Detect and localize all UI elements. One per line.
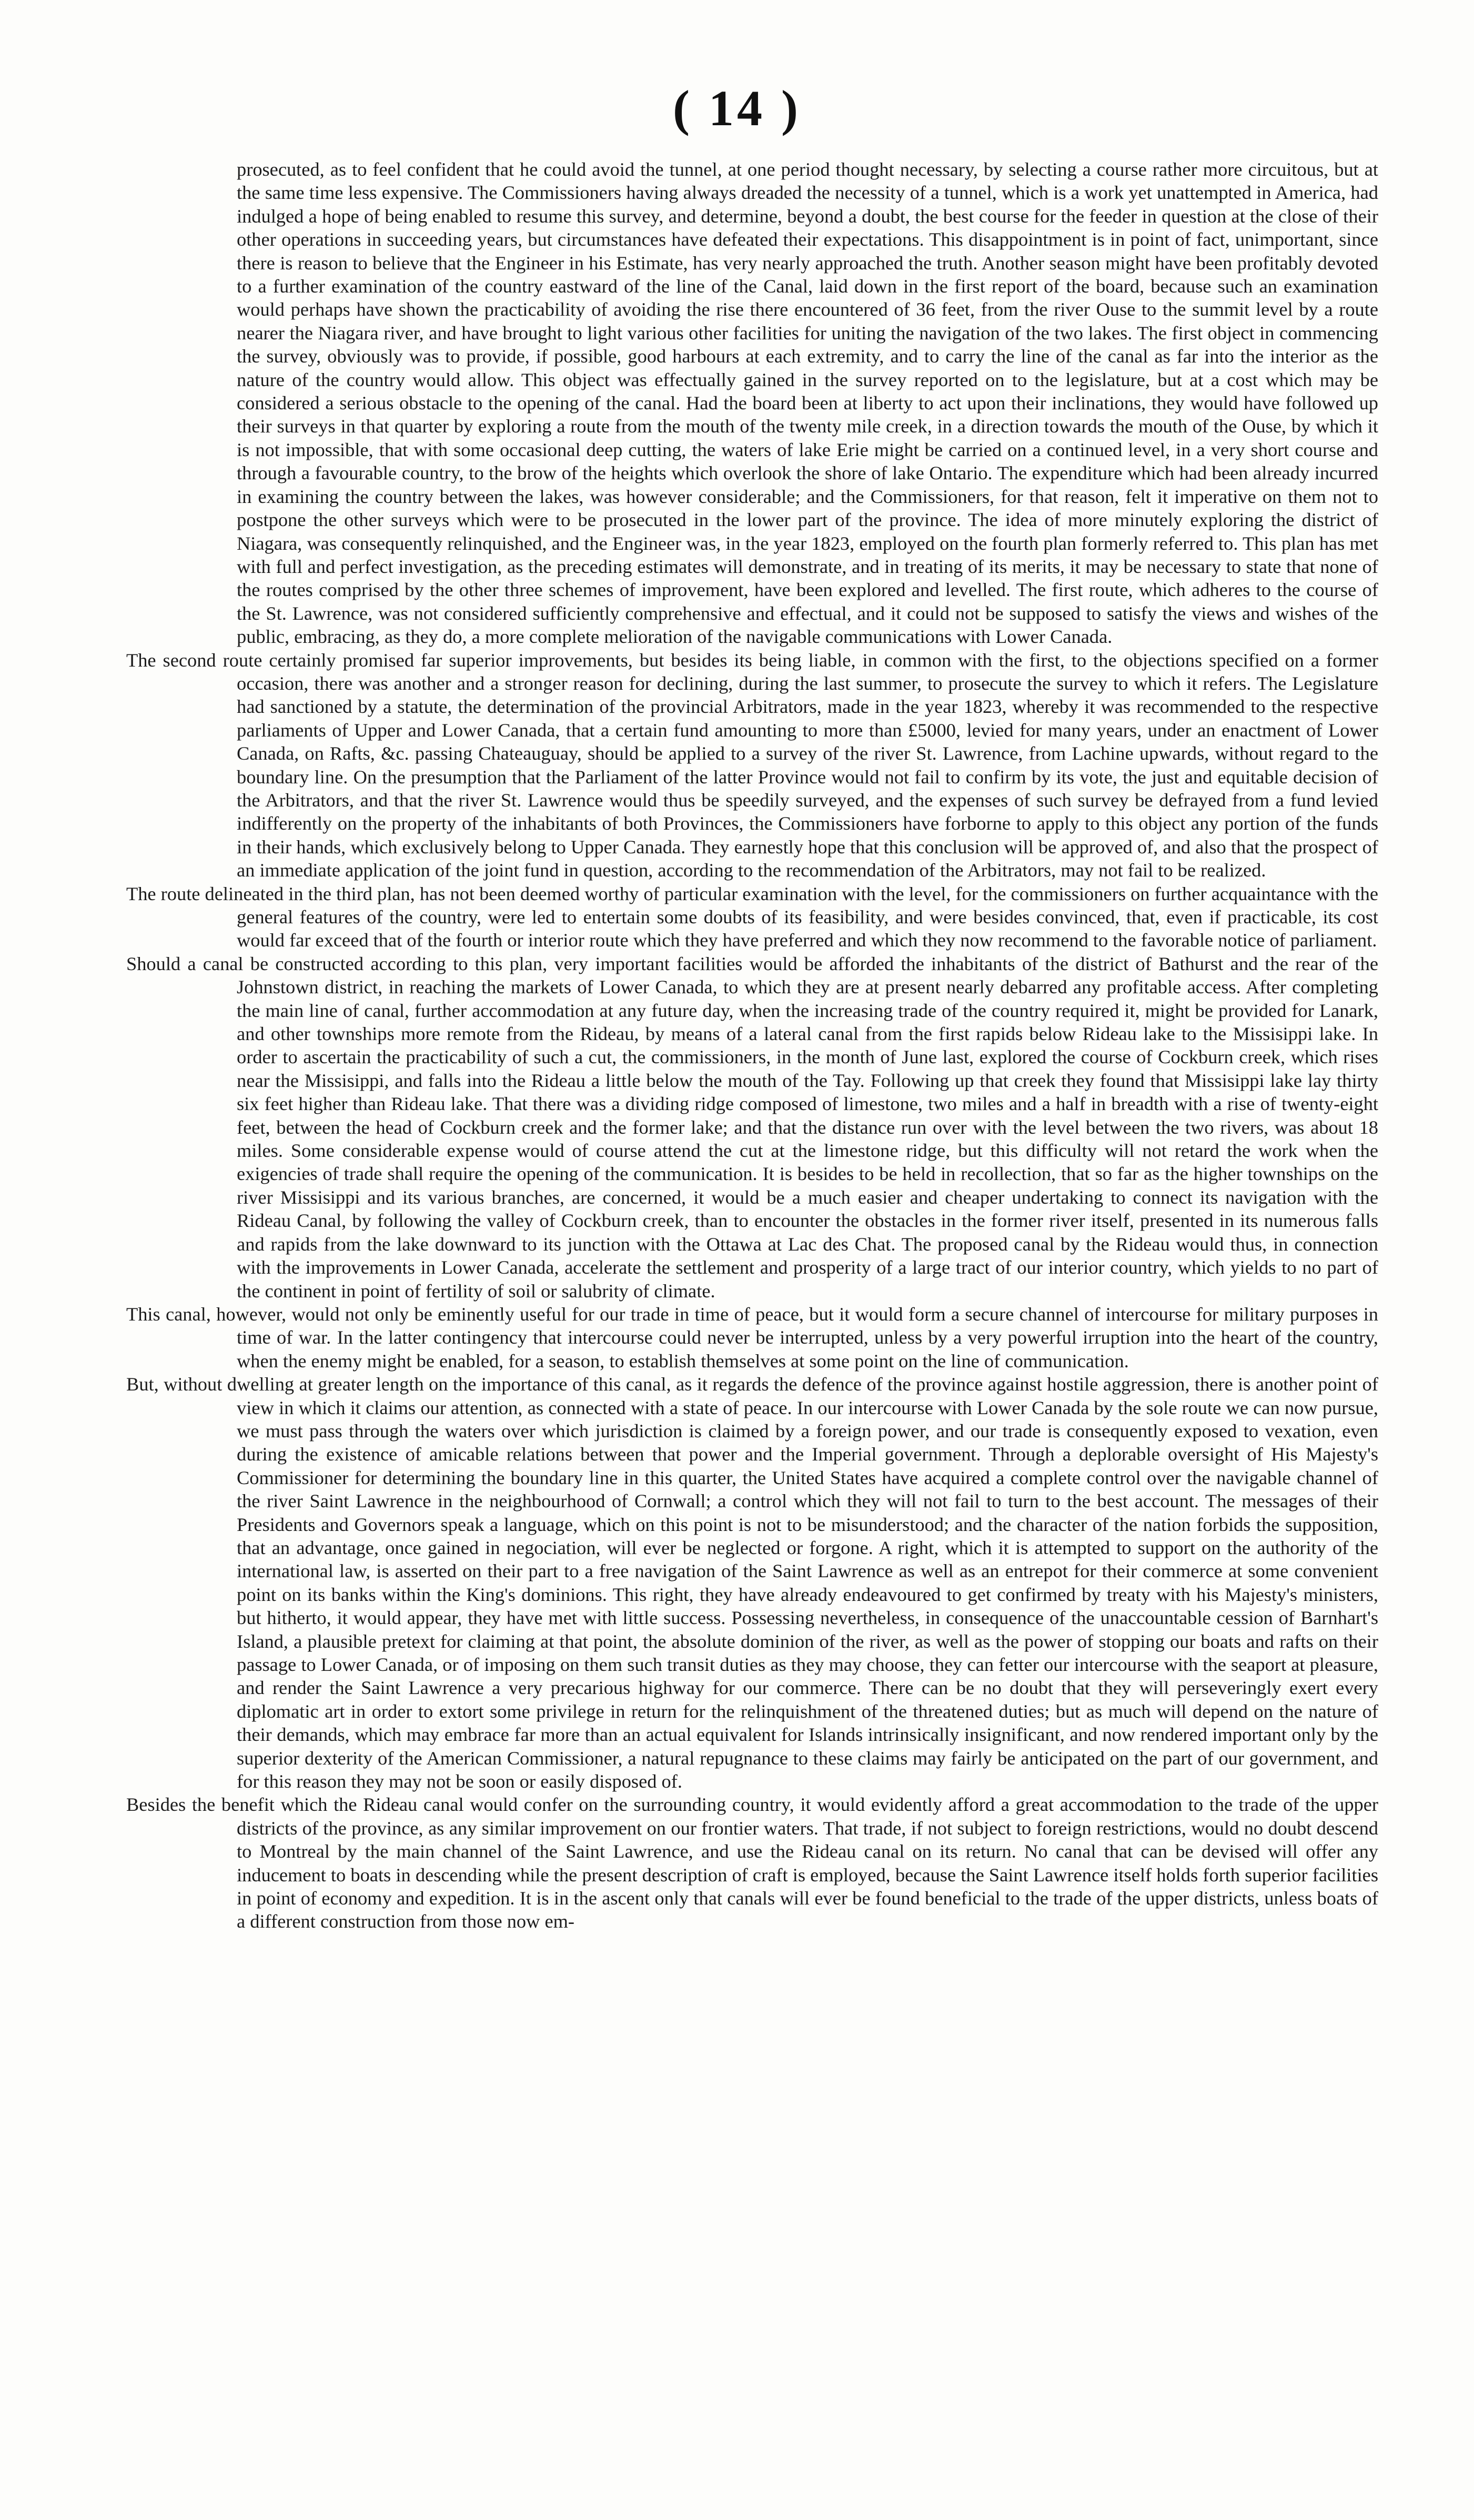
body-text	[126, 158, 1378, 1933]
paragraph-tunnel-survey: prosecuted, as to feel confident that he could avoid the tunnel, at one period thought necessary, by selecting a course rather more circuitous, but at the same time less expensive. The Commissioners having always dreaded the necessity of a tunnel, which is a work yet unattempted in America, had indulged a hope of being enabled to resume this survey, and determine, beyond a doubt, the best course for the feeder in question at the close of their other operations in succeeding years, but circumstances have defeated their expectations. This disappointment is in point of fact, unimportant, since there is reason to believe that the Engineer in his Estimate, has very nearly approached the truth. Another season might have been profitably devoted to a further examination of the country eastward of the line of the Canal, laid down in the first report of the board, because such an examination would perhaps have shown the practicability of avoiding the rise there encountered of 36 feet, from the river Ouse to the summit level by a route nearer the Niagara river, and have brought to light various other facilities for uniting the navigation of the two lakes. The first object in commencing the survey, obviously was to provide, if possible, good harbours at each extremity, and to carry the line of the canal as far into the interior as the nature of the country would allow. This object was effectually gained in the survey reported on to the legislature, but at a cost which may be considered a serious obstacle to the opening of the canal. Had the board been at liberty to act upon their inclinations, they would have followed up their surveys in that quarter by exploring a route from the mouth of the twenty mile creek, in a direction towards the mouth of the Ouse, by which it is not impossible, that with some occasional deep cutting, the waters of lake Erie might be carried on a continued level, in a very short course and through a favourable country, to the brow of the heights which overlook the shore of lake Ontario. The expenditure which had been already incurred in examining the country between the lakes, was however considerable; and the Commissioners, for that reason, felt it imperative on them not to postpone the other surveys which were to be prosecuted in the lower part of the province. The idea of more minutely exploring the district of Niagara, was consequently relinquished, and the Engineer was, in the year 1823, employed on the fourth plan formerly referred to. This plan has met with full and perfect investigation, as the preceding estimates will demonstrate, and in treating of its merits, it may be necessary to state that none of the routes comprised by the other three schemes of improvement, have been explored and levelled. The first route, which adheres to the course of the St. Lawrence, was not considered sufficiently comprehensive and effectual, and it could not be supposed to satisfy the views and wishes of the public, embracing, as they do, a more complete melioration of the navigable communications with Lower Canada.	[237, 159, 1378, 648]
page-number: ( 14 )	[673, 80, 801, 136]
paragraph-peace-intercourse: But, without dwelling at greater length on the importance of this canal, as it regards the defence of the province against hostile aggression, there is another point of view in which it claims our attention, as connected with a state of peace. In our intercourse with Lower Canada by the sole route we can now pursue, we must pass through the waters over which jurisdiction is claimed by a foreign power, and our trade is consequently exposed to vexation, even during the existence of amicable relations between that power and the Imperial government. Through a deplorable oversight of His Majesty's Commissioner for determining the boundary line in this quarter, the United States have acquired a complete control over the navigable channel of the river Saint Lawrence in the neighbourhood of Cornwall; a control which they will not fail to turn to the best account. The messages of their Presidents and Governors speak a language, which on this point is not to be misunderstood; and the character of the nation forbids the supposition, that an advantage, once gained in negociation, will ever be neglected or forgone. A right, which it is attempted to support on the authority of the international law, is asserted on their part to a free navigation of the Saint Lawrence as well as an entrepot for their commerce at some convenient point on its banks within the King's dominions. This right, they have already endeavoured to get confirmed by treaty with his Majesty's ministers, but hitherto, it would appear, they have met with little success. Possessing nevertheless, in consequence of the unaccountable cession of Barnhart's Island, a plausible pretext for claiming at that point, the absolute dominion of the river, as well as the power of stopping our boats and rafts on their passage to Lower Canada, or of imposing on them such transit duties as they may choose, they can fetter our intercourse with the seaport at pleasure, and render the Saint Lawrence a very precarious highway for our commerce. There can be no doubt that they will perseveringly exert every diplomatic art in order to extort some privilege in return for the relinquishment of the threatened duties; but as much will depend on the nature of their demands, which may embrace far more than an actual equivalent for Islands intrinsically insignificant, and now rendered important only by the superior dexterity of the American Commissioner, a natural repugnance to these claims may fairly be anticipated on the part of our government, and for this reason they may not be soon or easily disposed of.	[126, 1374, 1378, 1792]
paragraph-second-route: The second route certainly promised far superior improvements, but besides its being liable, in common with the first, to the objections specified on a former occasion, there was another and a stronger reason for declining, during the last summer, to prosecute the survey to which it refers. The Legislature had sanctioned by a statute, the determination of the provincial Arbitrators, made in the year 1823, whereby it was recommended to the respective parliaments of Upper and Lower Canada, that a certain fund amounting to more than £5000, levied for many years, under an enactment of Lower Canada, on Rafts, &c. passing Chateauguay, should be applied to a survey of the river St. Lawrence, from Lachine upwards, without regard to the boundary line. On the presumption that the Parliament of the latter Province would not fail to confirm by its vote, the just and equitable decision of the Arbitrators, and that the river St. Lawrence would thus be speedily surveyed, and the expenses of such survey be defrayed from a fund levied indifferently on the property of the inhabitants of both Provinces, the Commissioners have forborne to apply to this object any portion of the funds in their hands, which exclusively belong to Upper Canada. They earnestly hope that this conclusion will be approved of, and also that the prospect of an immediate application of the joint fund in question, according to the recommendation of the Arbitrators, may not fail to be realized.	[126, 649, 1378, 881]
paragraph-military-use: This canal, however, would not only be eminently useful for our trade in time of peace, but it would form a secure channel of intercourse for military purposes in time of war. In the latter contingency that intercourse could never be interrupted, unless by a very powerful irruption into the heart of the country, when the enemy might be enabled, for a season, to establish themselves at some point on the line of communication.	[126, 1303, 1378, 1372]
paragraph-rideau-benefit: Besides the benefit which the Rideau canal would confer on the surrounding country, it would evidently afford a great accommodation to the trade of the upper districts of the province, as any similar improvement on our frontier waters. That trade, if not subject to foreign restrictions, would no doubt descend to Montreal by the main channel of the Saint Lawrence, and use the Rideau canal on its return. No canal that can be devised will offer any inducement to boats in descending while the present description of craft is employed, because the Saint Lawrence itself holds forth superior facilities in point of economy and expedition. It is in the ascent only that canals will ever be found beneficial to the trade of the upper districts, unless boats of a different construction from those now em-	[126, 1794, 1378, 1932]
paragraph-third-plan: The route delineated in the third plan, has not been deemed worthy of particular examination with the level, for the commissioners on further acquaintance with the general features of the country, were led to entertain some doubts of its feasibility, and were besides convinced, that, even if practicable, its cost would far exceed that of the fourth or interior route which they have preferred and which they now recommend to the favorable notice of parliament.	[126, 883, 1378, 951]
paragraph-canal-facilities: Should a canal be constructed according to this plan, very important facilities would be afforded the inhabitants of the district of Bathurst and the rear of the Johnstown district, in reaching the markets of Lower Canada, to which they are at present nearly debarred any profitable access. After completing the main line of canal, further accommodation at any future day, when the increasing trade of the country required it, might be provided for Lanark, and other townships more remote from the Rideau, by means of a lateral canal from the first rapids below Rideau lake to the Missisippi lake. In order to ascertain the practicability of such a cut, the commissioners, in the month of June last, explored the course of Cockburn creek, which rises near the Missisippi, and falls into the Rideau a little below the mouth of the Tay. Following up that creek they found that Missisippi lake lay thirty six feet higher than Rideau lake. That there was a dividing ridge composed of limestone, two miles and a half in breadth with a rise of twenty-eight feet, between the head of Cockburn creek and the former lake; and that the distance run over with the level between the two rivers, was about 18 miles. Some considerable expense would of course attend the cut at the limestone ridge, but this difficulty will not retard the work when the exigencies of trade shall require the opening of the communication. It is besides to be held in recollection, that so far as the higher townships on the river Missisippi and its various branches, are concerned, it would be a much easier and cheaper undertaking to connect its navigation with the Rideau Canal, by following the valley of Cockburn creek, than to encounter the obstacles in the former river itself, presented in its numerous falls and rapids from the lake downward to its junction with the Ottawa at Lac des Chat. The proposed canal by the Rideau would thus, in connection with the improvements in Lower Canada, accelerate the settlement and prosperity of a large tract of our interior country, which yields to no part of the continent in point of fertility of soil or salubrity of climate.	[126, 953, 1378, 1302]
